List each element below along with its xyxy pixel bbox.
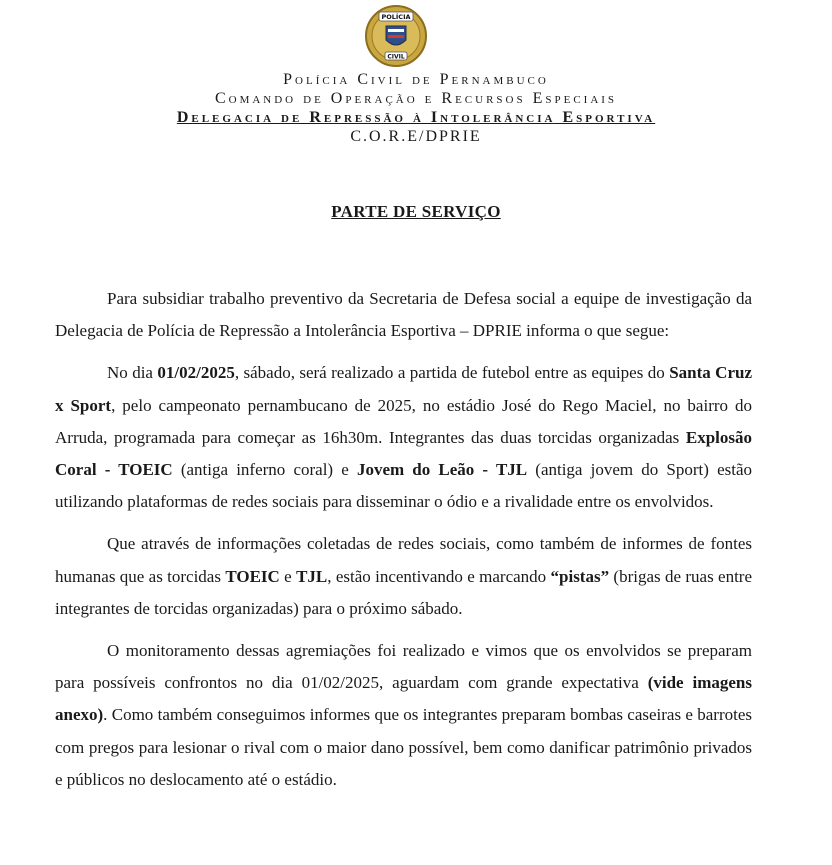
svg-text:POLÍCIA: POLÍCIA [381, 13, 411, 21]
text-span: (brigas de ruas entre integrantes de torcidas organizadas) para o próximo sábado. [55, 566, 753, 618]
text-span: (antiga jovem do Sport) estão utilizando plataformas de redes sociais para disseminar o ódio e a rivalidade entre os envolvidos. [55, 460, 753, 512]
text-span: No dia [107, 363, 158, 383]
bold-toeic: TOEIC [225, 566, 280, 586]
paragraph-4 [55, 635, 752, 796]
header-line-1: Polícia Civil de Pernambuco [283, 71, 549, 88]
text-span: Que através de informações coletadas de redes sociais, como também de informes de fontes humanas que as torcidas [55, 534, 752, 586]
bold-pistas: “pistas” [550, 566, 610, 586]
document-title: PARTE DE SERVIÇO [331, 202, 501, 221]
bold-annex: (vide imagens anexo) [55, 673, 753, 725]
bold-toeic: Explosão Coral - TOEIC [55, 427, 752, 480]
header-line-3: Delegacia de Repressão à Intolerância Esportiva [176, 109, 656, 126]
text-span: , pelo campeonato pernambucano de 2025, no estádio José do Rego Maciel, no bairro do Arruda, programada para começar as 16h30m. Integrantes das duas torcidas organizadas [55, 395, 752, 447]
text-span: . Como também conseguimos informes que os integrantes preparam bombas caseiras e barrotes com pregos para lesionar o rival com o maior dano possível, bem como danificar patrimônio privados e públicos no deslocamento até o estádio. [55, 705, 752, 789]
text-span: (antiga inferno coral) e [172, 460, 357, 480]
paragraph-3 [55, 528, 752, 625]
text-span: e [279, 566, 297, 586]
document-body [55, 283, 752, 806]
text-span: O monitoramento dessas agremiações foi realizado e vimos que os envolvidos se preparam para possíveis confrontos no dia 01/02/2025, aguardam com grande expectativa [55, 641, 752, 693]
paragraph-2 [55, 357, 752, 518]
header-line-4: C.O.R.E/DPRIE [350, 128, 482, 145]
bold-tjl: Jovem do Leão - TJL [356, 460, 528, 480]
paragraph-1 [55, 283, 752, 347]
bold-match: Santa Cruz x Sport [55, 363, 752, 415]
text-span: , sábado, será realizado a partida de futebol entre as equipes do [234, 363, 670, 383]
text-span: , estão incentivando e marcando [327, 566, 551, 586]
bold-date: 01/02/2025 [157, 363, 235, 383]
svg-text:CIVIL: CIVIL [387, 53, 405, 61]
bold-tjl: TJL [296, 566, 328, 586]
header-line-2: Comando de Operação e Recursos Especiais [214, 90, 618, 107]
policia-civil-badge-icon [362, 4, 430, 68]
text-span: Para subsidiar trabalho preventivo da Secretaria de Defesa social a equipe de investigação da Delegacia de Polícia de Repressão a Intolerância Esportiva – DPRIE informa o que segue: [55, 289, 752, 341]
